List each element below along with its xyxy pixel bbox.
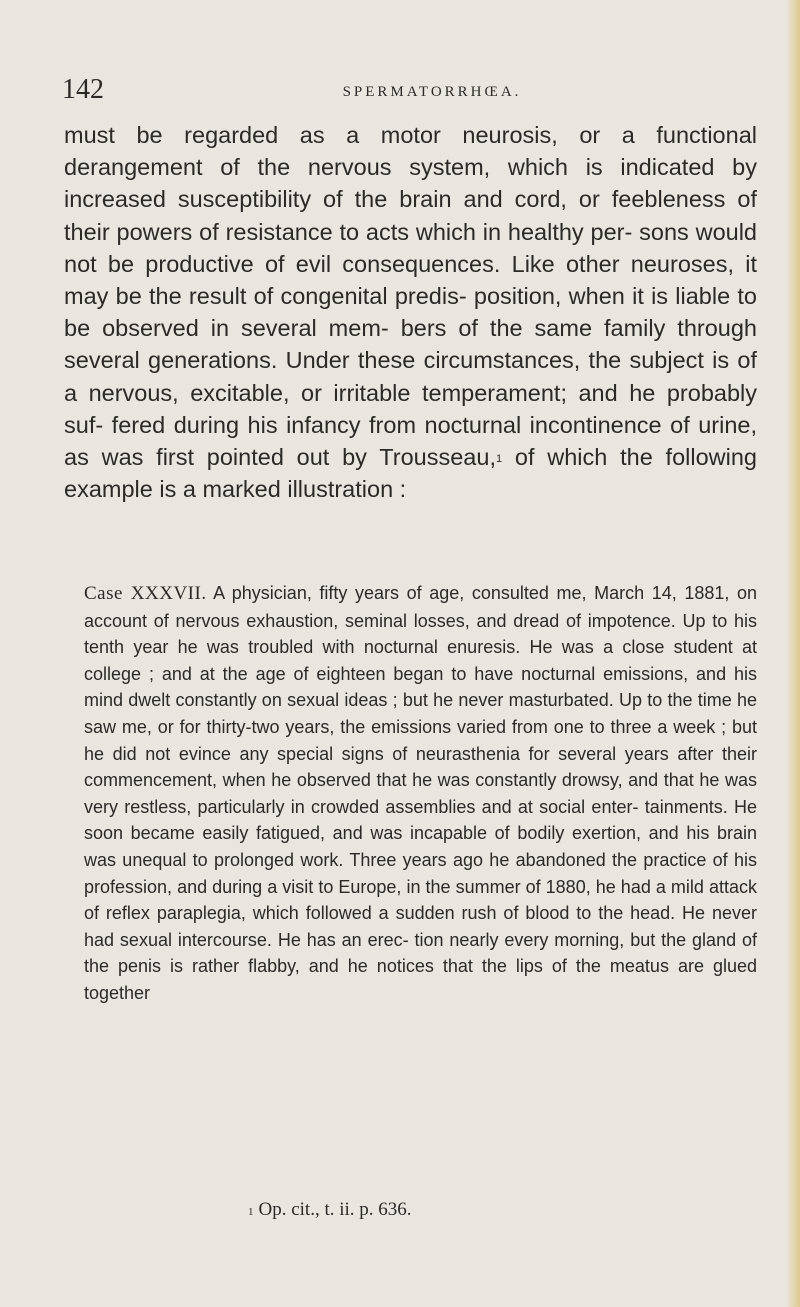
footnote-mark: 1 [248,1206,254,1218]
page-header [62,74,762,114]
running-head: SPERMATORRHŒA. [342,84,522,100]
main-text-before-ref: must be regarded as a motor neurosis, or a functional derangement of the nervous system, which is indicated by increased susceptibility of the brain and cord, or feebleness of their powers of resistance to acts which in healthy per- sons would not be productive of evil consequences. Like other neuroses, it may be the result of congenital predis- position, when it is liable to be observed in several mem- bers of the same family through several generations. Under these circumstances, the subject is of a nervous, excitable, or irritable temperament; and he probably suf- fered during his infancy from nocturnal incontinence of urine, as was first pointed out by Trousseau, [64,122,757,471]
case-paragraph [84,580,757,1007]
main-text-after-ref: of which the following example is a marked illustration : [64,444,757,503]
page-edge [786,0,800,1307]
footnote-reference: 1 [495,453,503,466]
footnote [248,1198,748,1222]
main-paragraph [64,119,757,505]
footnote-text: Op. cit., t. ii. p. 636. [258,1199,412,1220]
case-text: A physician, fifty years of age, consulted me, March 14, 1881, on account of nervous exhaustion, seminal losses, and dread of impotence. Up to his tenth year he was troubled with nocturnal enuresis. He was a close student at college ; and at the age of eighteen began to have nocturnal emissions, and his mind dwelt constantly on sexual ideas ; but he never masturbated. Up to the time he saw me, or for thirty-two years, the emissions varied from one to three a week ; but he did not evince any special signs of neurasthenia for several years after their commencement, when he observed that he was constantly drowsy, and that he was very restless, particularly in crowded assemblies and at social enter- tainments. He soon became easily fatigued, and was incapable of bodily exertion, and his brain was unequal to prolonged work. Three years ago he abandoned the practice of his profession, and during a visit to Europe, in the summer of 1880, he had a mild attack of reflex paraplegia, which followed a sudden rush of blood to the head. He never had sexual intercourse. He has an erec- tion nearly every morning, but the gland of the penis is rather flabby, and he notices that the lips of the meatus are glued together [84,583,757,1003]
case-label: Case XXXVII. [84,583,207,604]
page-number: 142 [62,74,104,105]
